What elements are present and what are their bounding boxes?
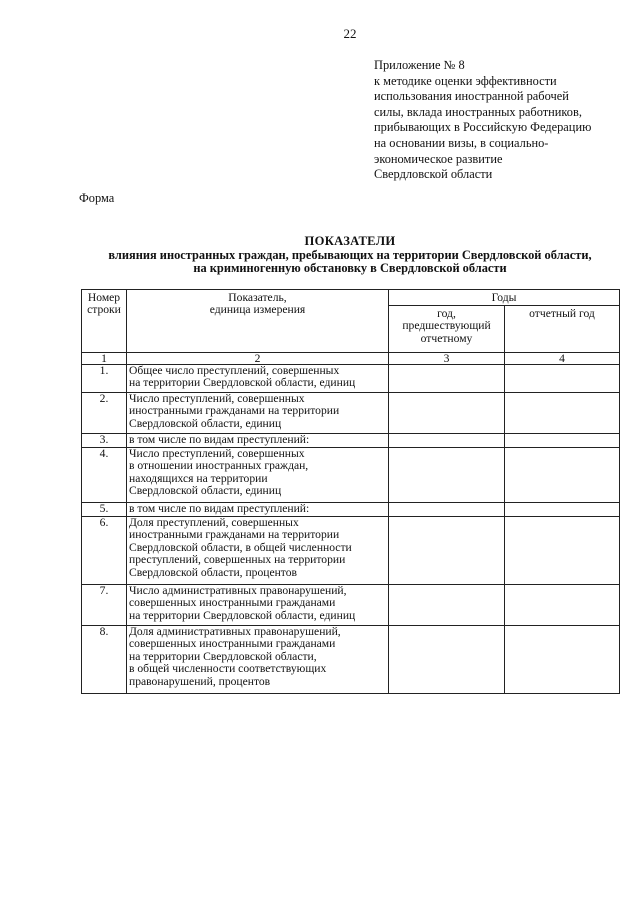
title-main: ПОКАЗАТЕЛИ: [304, 234, 396, 248]
value-previous-year: [389, 393, 505, 434]
value-previous-year: [389, 448, 505, 503]
value-previous-year: [389, 585, 505, 626]
appendix-line: использования иностранной рабочей: [374, 89, 569, 104]
value-report-year: [505, 434, 620, 448]
value-report-year: [505, 448, 620, 503]
appendix-line: на основании визы, в социально-: [374, 135, 549, 150]
header-row-number: Номер строки: [82, 290, 127, 353]
row-indicator: Общее число преступлений, совершенных на территории Свердловской области, единиц: [127, 365, 389, 393]
row-indicator: Число преступлений, совершенных иностранными гражданами на территории Свердловской области, единиц: [127, 393, 389, 434]
appendix-line: к методике оценки эффективности: [374, 73, 557, 88]
row-indicator: Число преступлений, совершенных в отношении иностранных граждан, находящихся на территории Свердловской области, единиц: [127, 448, 389, 503]
appendix-line: силы, вклада иностранных работников,: [374, 104, 582, 119]
row-number: 1.: [82, 365, 127, 393]
table-row: [82, 448, 620, 503]
table-row: [82, 434, 620, 448]
header-years: Годы: [389, 290, 620, 306]
document-title: [60, 235, 640, 276]
table-row: [82, 365, 620, 393]
page-number: 22: [343, 26, 357, 41]
appendix-line: прибывающих в Российскую Федерацию: [374, 120, 592, 135]
appendix-line: Приложение № 8: [374, 58, 465, 72]
value-previous-year: [389, 503, 505, 517]
indicators-table: [81, 289, 620, 694]
title-line: на криминогенную обстановку в Свердловской области: [193, 261, 507, 276]
row-indicator: Доля административных правонарушений, совершенных иностранными гражданами на территории Свердловской области, в общей численности соответствующих правонарушений, процентов: [127, 626, 389, 694]
column-index: 3: [389, 353, 505, 365]
row-number: 6.: [82, 517, 127, 585]
title-line: влияния иностранных граждан, пребывающих на территории Свердловской области,: [108, 247, 592, 262]
value-previous-year: [389, 626, 505, 694]
column-index: 4: [505, 353, 620, 365]
appendix-line: экономическое развитие: [374, 151, 503, 166]
value-previous-year: [389, 517, 505, 585]
appendix-line: Свердловской области: [374, 167, 493, 182]
table-row: [82, 585, 620, 626]
value-report-year: [505, 517, 620, 585]
value-previous-year: [389, 434, 505, 448]
table-row: [82, 517, 620, 585]
row-indicator: Число административных правонарушений, совершенных иностранными гражданами на территории Свердловской области, единиц: [127, 585, 389, 626]
row-indicator: в том числе по видам преступлений:: [127, 503, 389, 517]
value-report-year: [505, 393, 620, 434]
header-previous-year: год, предшествующий отчетному: [389, 306, 505, 353]
appendix-note: [374, 58, 624, 183]
form-label: Форма: [79, 191, 115, 205]
row-number: 5.: [82, 503, 127, 517]
table-row: [82, 393, 620, 434]
row-number: 4.: [82, 448, 127, 503]
value-previous-year: [389, 365, 505, 393]
row-number: 7.: [82, 585, 127, 626]
value-report-year: [505, 626, 620, 694]
value-report-year: [505, 365, 620, 393]
row-indicator: в том числе по видам преступлений:: [127, 434, 389, 448]
value-report-year: [505, 585, 620, 626]
row-number: 3.: [82, 434, 127, 448]
row-indicator: Доля преступлений, совершенных иностранными гражданами на территории Свердловской области, в общей численности преступлений, совершенных на территории Свердловской области, процентов: [127, 517, 389, 585]
header-indicator: Показатель, единица измерения: [127, 290, 389, 353]
table-row: [82, 503, 620, 517]
column-index: 2: [127, 353, 389, 365]
column-index: 1: [82, 353, 127, 365]
table-row: [82, 626, 620, 694]
row-number: 8.: [82, 626, 127, 694]
row-number: 2.: [82, 393, 127, 434]
header-report-year: отчетный год: [505, 306, 620, 353]
value-report-year: [505, 503, 620, 517]
